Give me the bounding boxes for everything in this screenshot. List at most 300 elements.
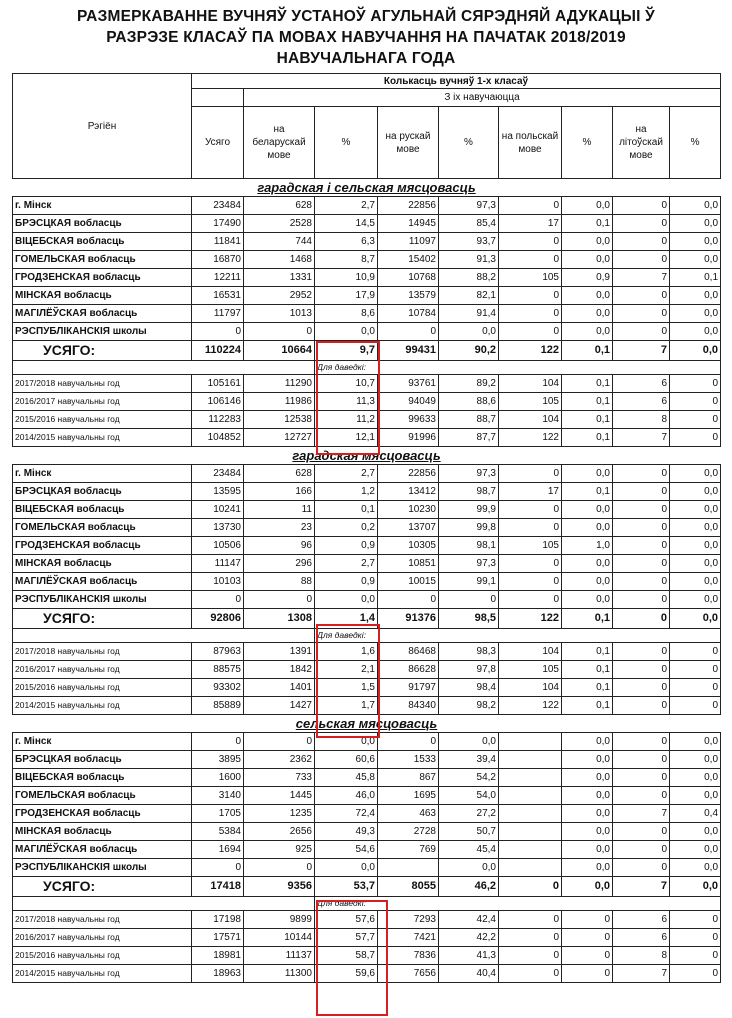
total-value: 7 [613, 341, 670, 361]
table-row [13, 823, 721, 841]
value-cell: 0,0 [439, 859, 499, 877]
history-value: 0,1 [562, 393, 613, 411]
region-name: МІНСКАЯ вобласць [13, 823, 192, 841]
value-cell [378, 859, 439, 877]
value-cell: 0,0 [670, 501, 721, 519]
history-value: 89,2 [439, 375, 499, 393]
table-row [13, 197, 721, 215]
value-cell: 3140 [192, 787, 244, 805]
value-cell: 0,0 [439, 733, 499, 751]
value-cell: 10103 [192, 573, 244, 591]
value-cell: 0,1 [315, 501, 378, 519]
value-cell: 0 [613, 287, 670, 305]
history-value: 42,2 [439, 929, 499, 947]
school-year: 2016/2017 навучальны год [13, 393, 192, 411]
value-cell: 0 [613, 215, 670, 233]
value-cell: 97,3 [439, 555, 499, 573]
history-value: 104 [499, 411, 562, 429]
history-row [13, 411, 721, 429]
value-cell: 1468 [244, 251, 315, 269]
history-value: 0,1 [562, 429, 613, 447]
region-name: БРЭСЦКАЯ вобласць [13, 483, 192, 501]
history-value: 11,2 [315, 411, 378, 429]
region-name: ВІЦЕБСКАЯ вобласць [13, 233, 192, 251]
history-value: 1,7 [315, 697, 378, 715]
value-cell: 628 [244, 465, 315, 483]
value-cell: 8,6 [315, 305, 378, 323]
value-cell [499, 769, 562, 787]
history-value: 93302 [192, 679, 244, 697]
history-value: 97,8 [439, 661, 499, 679]
value-cell: 0 [378, 733, 439, 751]
region-name: МАГІЛЁЎСКАЯ вобласць [13, 841, 192, 859]
value-cell [499, 841, 562, 859]
value-cell: 0 [244, 591, 315, 609]
history-value: 112283 [192, 411, 244, 429]
history-value: 105 [499, 661, 562, 679]
history-value: 0 [562, 929, 613, 947]
history-value: 59,6 [315, 965, 378, 983]
total-value: 17418 [192, 877, 244, 897]
value-cell: 10506 [192, 537, 244, 555]
value-cell: 0 [613, 483, 670, 501]
value-cell: 0 [613, 197, 670, 215]
value-cell: 7 [613, 269, 670, 287]
reference-note: Для даведкі: [315, 897, 721, 911]
history-value: 0,1 [562, 661, 613, 679]
history-value: 0,1 [562, 411, 613, 429]
region-name: МАГІЛЁЎСКАЯ вобласць [13, 305, 192, 323]
table-row [13, 215, 721, 233]
value-cell: 0,0 [670, 823, 721, 841]
history-value: 40,4 [439, 965, 499, 983]
total-value: 0,0 [562, 877, 613, 897]
history-value: 8 [613, 411, 670, 429]
history-value: 0,1 [562, 679, 613, 697]
value-cell: 0 [499, 519, 562, 537]
value-cell: 54,6 [315, 841, 378, 859]
history-value: 1842 [244, 661, 315, 679]
value-cell: 0 [499, 465, 562, 483]
table-row [13, 859, 721, 877]
total-label: УСЯГО: [13, 877, 192, 897]
value-cell: 0,0 [670, 233, 721, 251]
value-cell: 0 [244, 733, 315, 751]
section-heading: гарадская мясцовасць [13, 447, 721, 465]
value-cell: 15402 [378, 251, 439, 269]
section-heading-row [13, 447, 721, 465]
history-value: 0 [499, 929, 562, 947]
value-cell: 11 [244, 501, 315, 519]
value-cell: 11797 [192, 305, 244, 323]
value-cell: 91,4 [439, 305, 499, 323]
history-row [13, 929, 721, 947]
school-year: 2014/2015 навучальны год [13, 697, 192, 715]
value-cell: 2952 [244, 287, 315, 305]
value-cell: 0 [499, 251, 562, 269]
table-row [13, 233, 721, 251]
value-cell [499, 859, 562, 877]
value-cell: 1695 [378, 787, 439, 805]
value-cell: 0,0 [315, 323, 378, 341]
region-name: г. Мінск [13, 465, 192, 483]
history-row [13, 947, 721, 965]
value-cell: 2,7 [315, 197, 378, 215]
value-cell: 96 [244, 537, 315, 555]
history-value: 84340 [378, 697, 439, 715]
value-cell: 0,0 [562, 305, 613, 323]
history-value: 0 [670, 393, 721, 411]
value-cell: 13595 [192, 483, 244, 501]
history-value: 106146 [192, 393, 244, 411]
header-region: Рэгіён [13, 74, 192, 179]
history-value: 1,6 [315, 643, 378, 661]
value-cell: 0 [244, 859, 315, 877]
reference-note-row [13, 897, 721, 911]
history-value: 88575 [192, 661, 244, 679]
value-cell: 0 [378, 323, 439, 341]
value-cell: 0 [499, 501, 562, 519]
value-cell: 867 [378, 769, 439, 787]
value-cell: 1235 [244, 805, 315, 823]
value-cell: 23484 [192, 197, 244, 215]
table-row [13, 733, 721, 751]
table-row [13, 573, 721, 591]
total-row [13, 877, 721, 897]
value-cell: 16531 [192, 287, 244, 305]
history-value: 0,1 [562, 375, 613, 393]
region-name: ГРОДЗЕНСКАЯ вобласць [13, 537, 192, 555]
value-cell: 0 [613, 537, 670, 555]
value-cell: 0 [613, 233, 670, 251]
value-cell: 6,3 [315, 233, 378, 251]
value-cell: 0,0 [439, 323, 499, 341]
history-value: 0 [613, 643, 670, 661]
value-cell [499, 733, 562, 751]
value-cell: 0 [613, 841, 670, 859]
value-cell: 5384 [192, 823, 244, 841]
section-heading: гарадская і сельская мясцовасць [13, 179, 721, 197]
value-cell: 13707 [378, 519, 439, 537]
note-spacer [13, 629, 315, 643]
history-value: 0 [499, 911, 562, 929]
value-cell: 0,0 [670, 841, 721, 859]
value-cell: 10241 [192, 501, 244, 519]
value-cell: 0 [499, 323, 562, 341]
history-value: 58,7 [315, 947, 378, 965]
value-cell: 23 [244, 519, 315, 537]
history-value: 10144 [244, 929, 315, 947]
value-cell: 2528 [244, 215, 315, 233]
history-value: 0 [670, 697, 721, 715]
history-row [13, 697, 721, 715]
value-cell: 10,9 [315, 269, 378, 287]
value-cell: 0 [499, 573, 562, 591]
history-value: 0 [562, 911, 613, 929]
school-year: 2015/2016 навучальны год [13, 679, 192, 697]
value-cell: 0,0 [670, 519, 721, 537]
value-cell: 0,0 [315, 733, 378, 751]
value-cell: 0,0 [670, 751, 721, 769]
value-cell: 105 [499, 269, 562, 287]
value-cell: 22856 [378, 197, 439, 215]
header-pct-russian: % [439, 107, 499, 179]
region-name: ГРОДЗЕНСКАЯ вобласць [13, 269, 192, 287]
region-name: ГОМЕЛЬСКАЯ вобласць [13, 787, 192, 805]
history-value: 1401 [244, 679, 315, 697]
history-value: 98,4 [439, 679, 499, 697]
value-cell: 296 [244, 555, 315, 573]
reference-note: Для даведкі: [315, 361, 721, 375]
value-cell: 85,4 [439, 215, 499, 233]
history-value: 7 [613, 429, 670, 447]
table-row [13, 287, 721, 305]
history-value: 17571 [192, 929, 244, 947]
value-cell: 13579 [378, 287, 439, 305]
history-value: 0 [670, 965, 721, 983]
history-value: 104852 [192, 429, 244, 447]
region-name: БРЭСЦКАЯ вобласць [13, 215, 192, 233]
value-cell: 1600 [192, 769, 244, 787]
table-row [13, 787, 721, 805]
total-value: 8055 [378, 877, 439, 897]
total-value: 0,0 [670, 609, 721, 629]
value-cell [499, 751, 562, 769]
header-lithuanian: на літоўскай мове [613, 107, 670, 179]
header-total: Усяго [192, 107, 244, 179]
header-polish: на польскай мове [499, 107, 562, 179]
header-pct-belarusian: % [315, 107, 378, 179]
total-value: 0,1 [562, 609, 613, 629]
history-value: 0 [670, 661, 721, 679]
total-value: 9356 [244, 877, 315, 897]
value-cell: 463 [378, 805, 439, 823]
value-cell: 0,1 [562, 215, 613, 233]
history-value: 122 [499, 429, 562, 447]
history-value: 11290 [244, 375, 315, 393]
history-value: 7836 [378, 947, 439, 965]
history-row [13, 429, 721, 447]
value-cell: 8,7 [315, 251, 378, 269]
value-cell: 10851 [378, 555, 439, 573]
reference-note: Для даведкі: [315, 629, 721, 643]
history-value: 41,3 [439, 947, 499, 965]
value-cell: 10015 [378, 573, 439, 591]
school-year: 2017/2018 навучальны год [13, 911, 192, 929]
history-value: 10,7 [315, 375, 378, 393]
total-value: 1,4 [315, 609, 378, 629]
value-cell: 0,0 [562, 805, 613, 823]
value-cell: 0,0 [315, 859, 378, 877]
history-row [13, 911, 721, 929]
school-year: 2016/2017 навучальны год [13, 661, 192, 679]
value-cell: 0 [499, 555, 562, 573]
header-russian: на рускай мове [378, 107, 439, 179]
history-value: 17198 [192, 911, 244, 929]
value-cell: 0,0 [562, 501, 613, 519]
reference-note-row [13, 629, 721, 643]
table-row [13, 555, 721, 573]
table-row [13, 519, 721, 537]
value-cell: 0,1 [562, 483, 613, 501]
value-cell: 17490 [192, 215, 244, 233]
value-cell: 10230 [378, 501, 439, 519]
value-cell: 925 [244, 841, 315, 859]
value-cell: 0 [613, 251, 670, 269]
value-cell: 88,2 [439, 269, 499, 287]
table-row [13, 323, 721, 341]
total-value: 0,1 [562, 341, 613, 361]
school-year: 2015/2016 навучальны год [13, 411, 192, 429]
value-cell: 2,7 [315, 465, 378, 483]
history-value: 42,4 [439, 911, 499, 929]
history-value: 0,1 [562, 643, 613, 661]
value-cell: 0,0 [562, 573, 613, 591]
region-name: МІНСКАЯ вобласць [13, 555, 192, 573]
total-row [13, 341, 721, 361]
history-value: 0 [613, 679, 670, 697]
value-cell: 0,0 [562, 841, 613, 859]
total-value: 91376 [378, 609, 439, 629]
table-row [13, 769, 721, 787]
history-value: 86628 [378, 661, 439, 679]
region-name: ВІЦЕБСКАЯ вобласць [13, 769, 192, 787]
total-value: 122 [499, 341, 562, 361]
region-name: БРЭСЦКАЯ вобласць [13, 751, 192, 769]
value-cell: 0,0 [670, 465, 721, 483]
history-value: 93761 [378, 375, 439, 393]
history-value: 9899 [244, 911, 315, 929]
value-cell: 72,4 [315, 805, 378, 823]
value-cell: 0,1 [670, 269, 721, 287]
value-cell: 0 [499, 197, 562, 215]
value-cell: 3895 [192, 751, 244, 769]
history-value: 2,1 [315, 661, 378, 679]
value-cell: 0 [613, 769, 670, 787]
history-value: 8 [613, 947, 670, 965]
value-cell: 0 [613, 323, 670, 341]
value-cell: 0,0 [670, 251, 721, 269]
history-value: 6 [613, 393, 670, 411]
value-cell: 0,0 [562, 859, 613, 877]
region-name: ГРОДЗЕНСКАЯ вобласць [13, 805, 192, 823]
note-spacer [13, 897, 315, 911]
value-cell: 0 [499, 287, 562, 305]
section-heading-row [13, 179, 721, 197]
value-cell: 0,0 [562, 519, 613, 537]
value-cell: 0,0 [670, 769, 721, 787]
value-cell: 0,0 [670, 591, 721, 609]
value-cell: 1445 [244, 787, 315, 805]
value-cell: 0 [613, 305, 670, 323]
region-name: РЭСПУБЛІКАНСКІЯ школы [13, 591, 192, 609]
value-cell: 7 [613, 805, 670, 823]
table-row [13, 465, 721, 483]
value-cell: 14945 [378, 215, 439, 233]
value-cell: 0,0 [670, 555, 721, 573]
table-row [13, 591, 721, 609]
value-cell: 0 [499, 305, 562, 323]
value-cell: 1694 [192, 841, 244, 859]
value-cell: 50,7 [439, 823, 499, 841]
value-cell: 0 [192, 733, 244, 751]
value-cell: 0 [499, 591, 562, 609]
value-cell: 11841 [192, 233, 244, 251]
history-value: 12727 [244, 429, 315, 447]
value-cell: 10305 [378, 537, 439, 555]
value-cell: 0,0 [670, 573, 721, 591]
value-cell: 45,4 [439, 841, 499, 859]
value-cell: 99,8 [439, 519, 499, 537]
value-cell: 0,0 [562, 591, 613, 609]
value-cell: 91,3 [439, 251, 499, 269]
value-cell: 628 [244, 197, 315, 215]
history-value: 0 [562, 965, 613, 983]
history-value: 105 [499, 393, 562, 411]
history-value: 11300 [244, 965, 315, 983]
school-year: 2014/2015 навучальны год [13, 429, 192, 447]
history-value: 104 [499, 375, 562, 393]
note-spacer [13, 361, 315, 375]
history-value: 57,6 [315, 911, 378, 929]
history-value: 11,3 [315, 393, 378, 411]
history-value: 91797 [378, 679, 439, 697]
value-cell: 98,1 [439, 537, 499, 555]
value-cell: 0 [613, 751, 670, 769]
value-cell: 14,5 [315, 215, 378, 233]
value-cell: 13412 [378, 483, 439, 501]
value-cell: 1013 [244, 305, 315, 323]
table-row [13, 305, 721, 323]
region-name: ГОМЕЛЬСКАЯ вобласць [13, 251, 192, 269]
history-value: 18963 [192, 965, 244, 983]
value-cell: 0 [613, 573, 670, 591]
total-value: 0,0 [670, 341, 721, 361]
value-cell: 2728 [378, 823, 439, 841]
value-cell: 17 [499, 483, 562, 501]
region-name: г. Мінск [13, 733, 192, 751]
header-belarusian: на беларускай мове [244, 107, 315, 179]
history-value: 87,7 [439, 429, 499, 447]
total-value: 90,2 [439, 341, 499, 361]
history-value: 6 [613, 929, 670, 947]
value-cell: 82,1 [439, 287, 499, 305]
history-value: 104 [499, 679, 562, 697]
value-cell: 0,0 [562, 287, 613, 305]
total-value: 99431 [378, 341, 439, 361]
value-cell: 10768 [378, 269, 439, 287]
value-cell: 0 [378, 591, 439, 609]
school-year: 2015/2016 навучальны год [13, 947, 192, 965]
value-cell: 1,0 [562, 537, 613, 555]
value-cell: 0,0 [670, 787, 721, 805]
total-value: 9,7 [315, 341, 378, 361]
total-label: УСЯГО: [13, 341, 192, 361]
history-value: 7421 [378, 929, 439, 947]
history-value: 87963 [192, 643, 244, 661]
value-cell: 0 [613, 787, 670, 805]
value-cell: 97,3 [439, 465, 499, 483]
history-value: 0 [613, 697, 670, 715]
history-value: 11986 [244, 393, 315, 411]
value-cell: 0,2 [315, 519, 378, 537]
history-row [13, 643, 721, 661]
value-cell: 166 [244, 483, 315, 501]
value-cell: 0 [613, 823, 670, 841]
value-cell: 744 [244, 233, 315, 251]
total-value: 46,2 [439, 877, 499, 897]
section-heading: сельская мясцовасць [13, 715, 721, 733]
